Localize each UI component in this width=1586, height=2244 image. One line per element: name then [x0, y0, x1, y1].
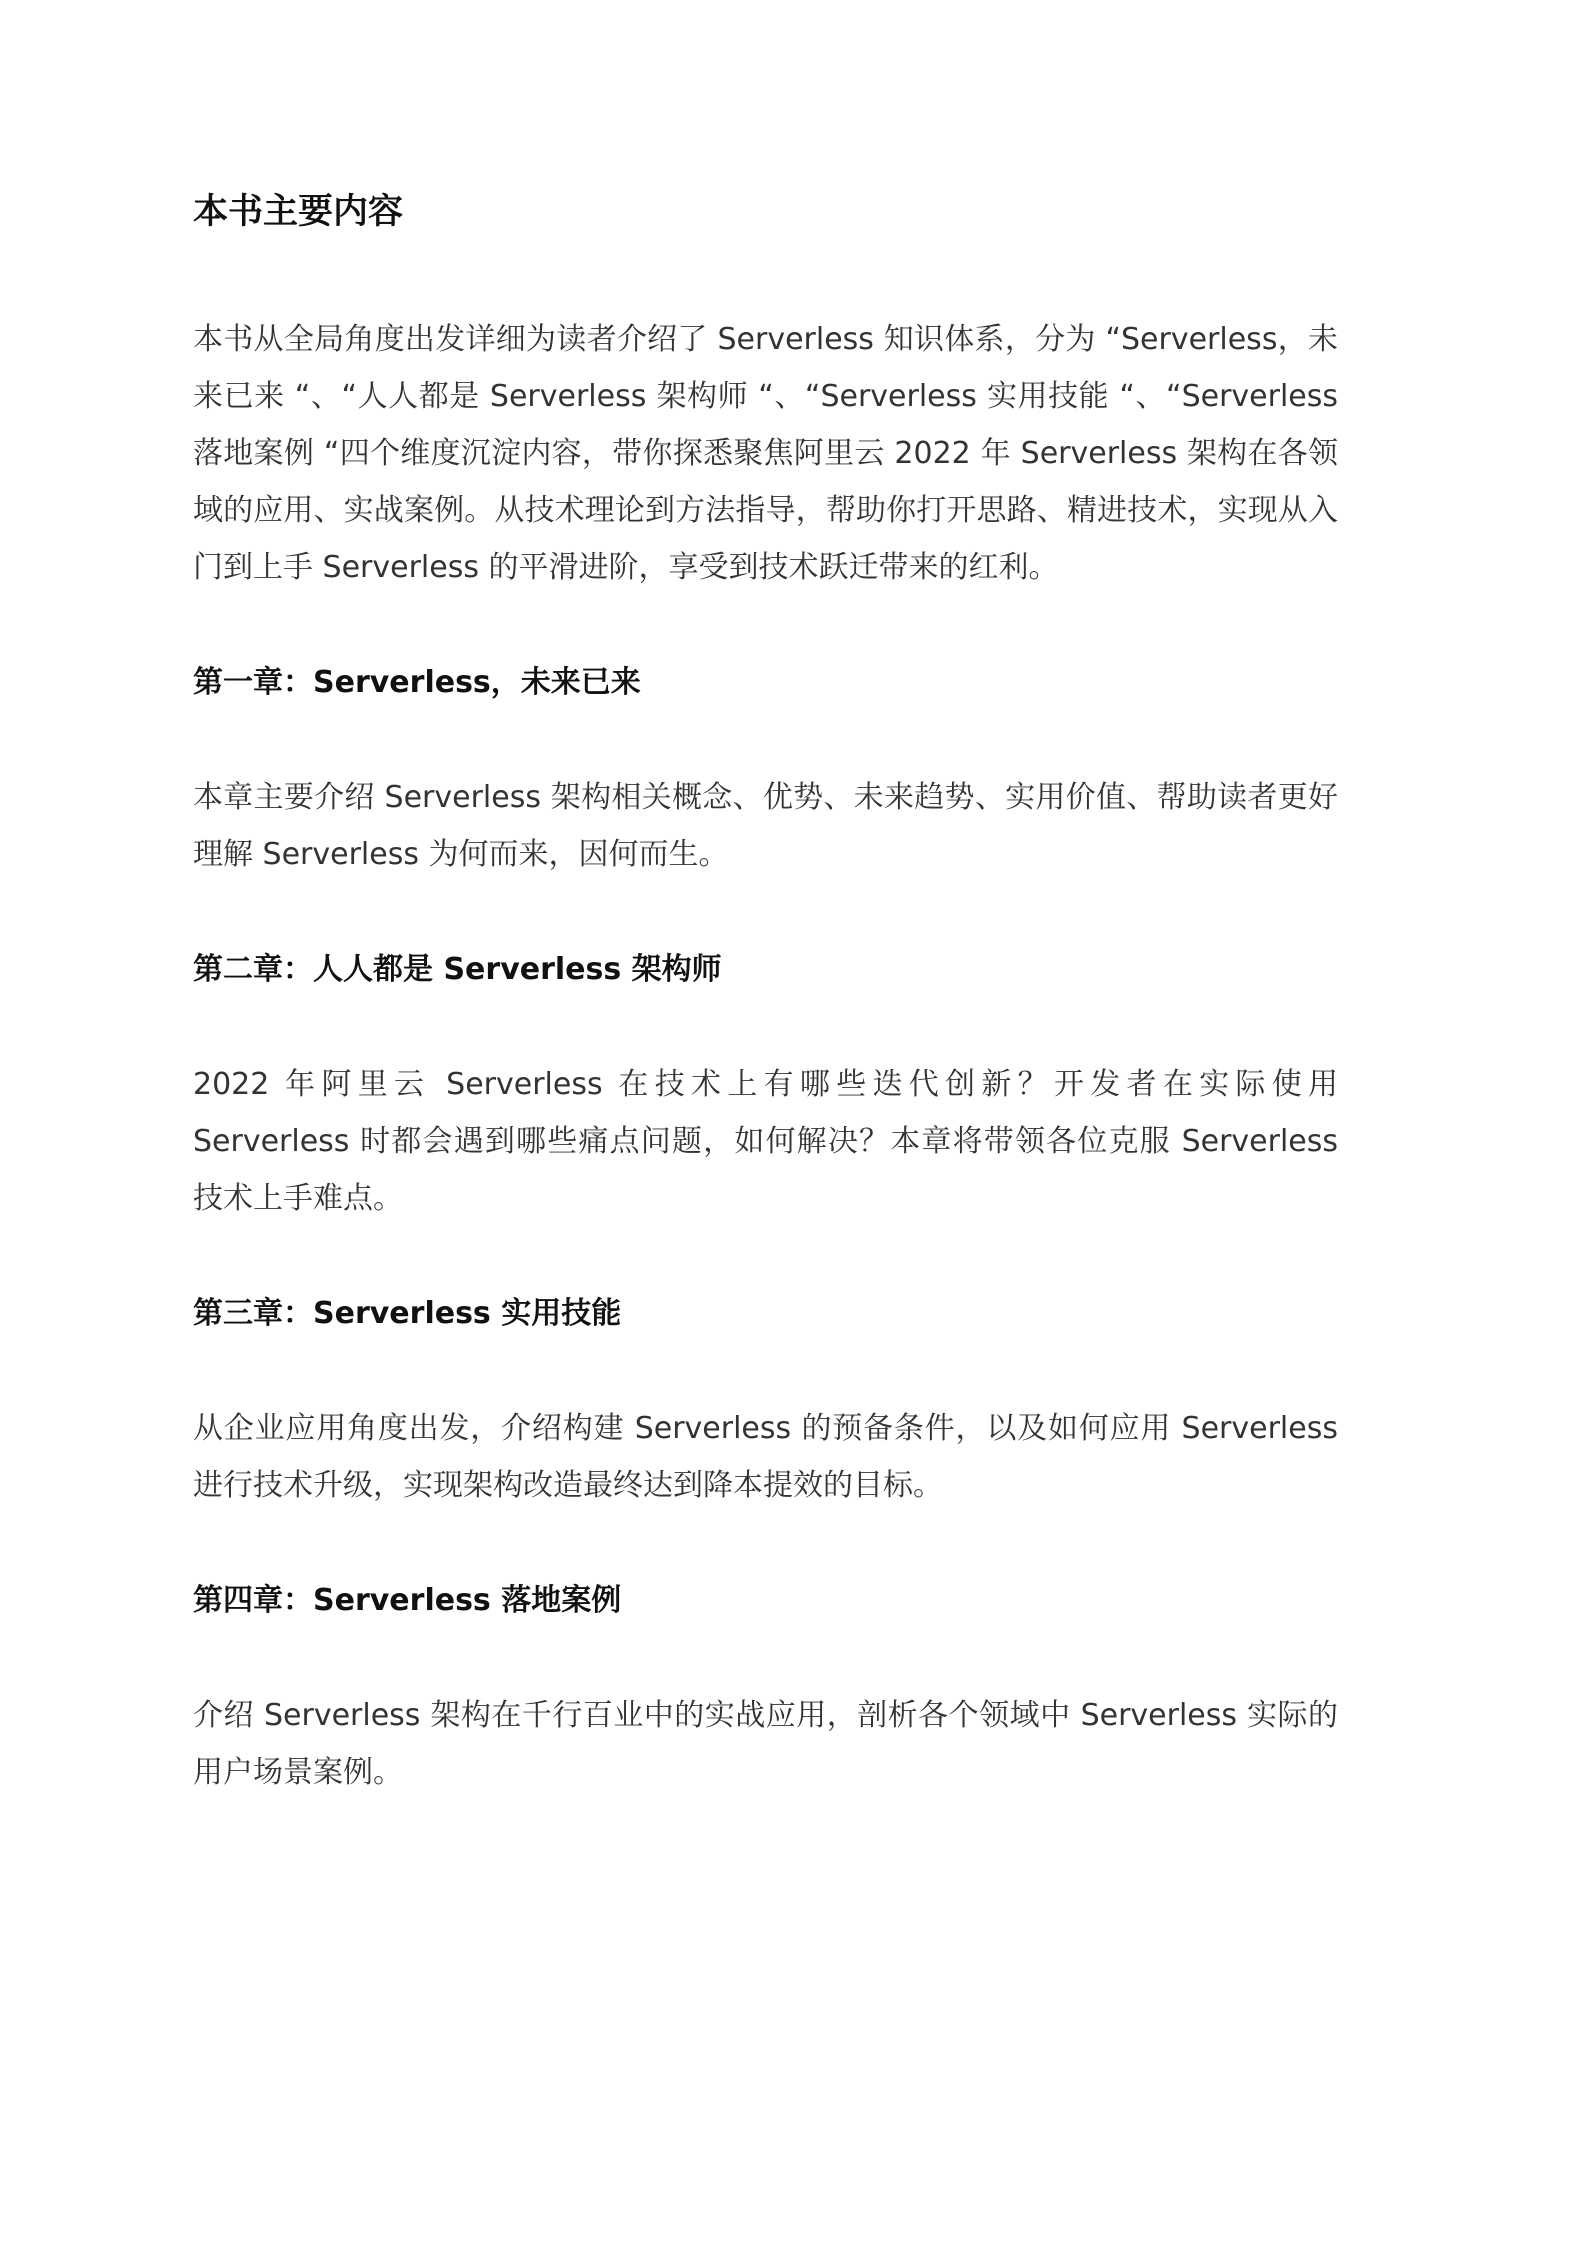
chapter-3-heading: 第三章：Serverless 实用技能 — [193, 1295, 622, 1331]
document-page — [193, 190, 1338, 1801]
chapter-1-heading: 第一章：Serverless，未来已来 — [193, 664, 641, 700]
page-title: 本书主要内容 — [193, 192, 404, 232]
chapter-4-body: 介绍 Serverless 架构在千行百业中的实战应用，剖析各个领域中 Serverless 实际的用户场景案例。 — [193, 1697, 1338, 1790]
chapter-2-heading: 第二章：人人都是 Serverless 架构师 — [193, 951, 722, 987]
intro-paragraph: 本书从全局角度出发详细为读者介绍了 Serverless 知识体系，分为 “Serverless，未来已来 “、“人人都是 Serverless 架构师 “、“Serverless 实用技能 “、“Serverless 落地案例 “四个维度沉淀内容，带你探悉聚焦阿里云 2022 年 Serverless 架构在各领域的应用、实战案例。从技术理论到方法指导，帮助你打开思路、精进技术，实现从入门到上手 Serverless 的平滑进阶，享受到技术跃迁带来的红利。 — [193, 321, 1338, 585]
chapter-2-body: 2022 年阿里云 Serverless 在技术上有哪些迭代创新？开发者在实际使用 Serverless 时都会遇到哪些痛点问题，如何解决？本章将带领各位克服 Serverless 技术上手难点。 — [193, 1066, 1338, 1216]
chapter-3-body: 从企业应用角度出发，介绍构建 Serverless 的预备条件，以及如何应用 Serverless 进行技术升级，实现架构改造最终达到降本提效的目标。 — [193, 1410, 1338, 1503]
chapter-4-heading: 第四章：Serverless 落地案例 — [193, 1582, 622, 1618]
chapter-1-body: 本章主要介绍 Serverless 架构相关概念、优势、未来趋势、实用价值、帮助读者更好理解 Serverless 为何而来，因何而生。 — [193, 779, 1338, 872]
